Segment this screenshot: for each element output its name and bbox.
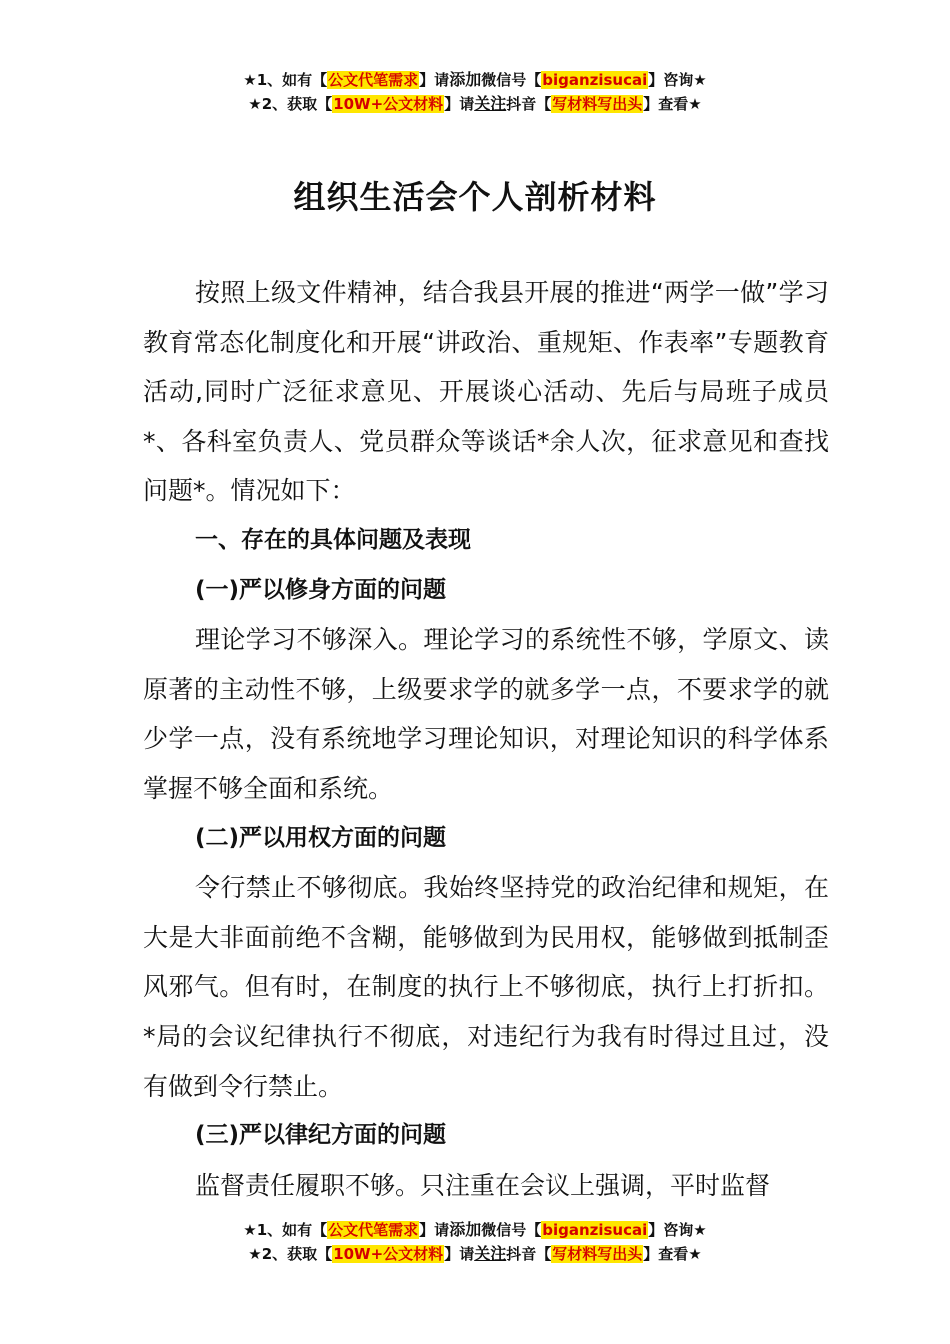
intro-paragraph: 按照上级文件精神，结合我县开展的推进“两学一做”学习教育常态化制度化和开展“讲政治、重规矩、作表率”专题教育活动,同时广泛征求意见、开展谈心活动、先后与局班子成员*、各科室负责人、党员群众等谈话*余人次，征求意见和查找问题*。情况如下：: [143, 278, 829, 506]
banner-line-2: ★2、获取【10W+公文材料】请关注抖音【写材料写出头】查看★: [248, 94, 702, 113]
header-banner: [0, 68, 950, 116]
subsection-heading-3: (三)严以律纪方面的问题: [195, 1122, 447, 1149]
subsection-heading-2: (二)严以用权方面的问题: [195, 824, 447, 851]
subsection-heading-1: (一)严以修身方面的问题: [195, 576, 447, 603]
footer-banner: [0, 1218, 950, 1266]
document-title: 组织生活会个人剖析材料: [293, 178, 657, 216]
banner-line-1: ★1、如有【公文代笔需求】请添加微信号【biganzisucai】咨询★: [243, 70, 707, 89]
document-body: [143, 268, 829, 1210]
subsection-body-3: 监督责任履职不够。只注重在会议上强调，平时监督: [195, 1170, 771, 1200]
footer-line-1: ★1、如有【公文代笔需求】请添加微信号【biganzisucai】咨询★: [243, 1220, 707, 1239]
footer-line-2: ★2、获取【10W+公文材料】请关注抖音【写材料写出头】查看★: [248, 1244, 702, 1263]
subsection-body-1: 理论学习不够深入。理论学习的系统性不够，学原文、读原著的主动性不够，上级要求学的就多学一点，不要求学的就少学一点，没有系统地学习理论知识，对理论知识的科学体系掌握不够全面和系统。: [143, 625, 829, 803]
subsection-body-2: 令行禁止不够彻底。我始终坚持党的政治纪律和规矩，在大是大非面前绝不含糊，能够做到为民用权，能够做到抵制歪风邪气。但有时，在制度的执行上不够彻底，执行上打折扣。*局的会议纪律执行不彻底，对违纪行为我有时得过且过，没有做到令行禁止。: [143, 873, 829, 1101]
section-heading: 一、存在的具体问题及表现: [195, 526, 471, 553]
